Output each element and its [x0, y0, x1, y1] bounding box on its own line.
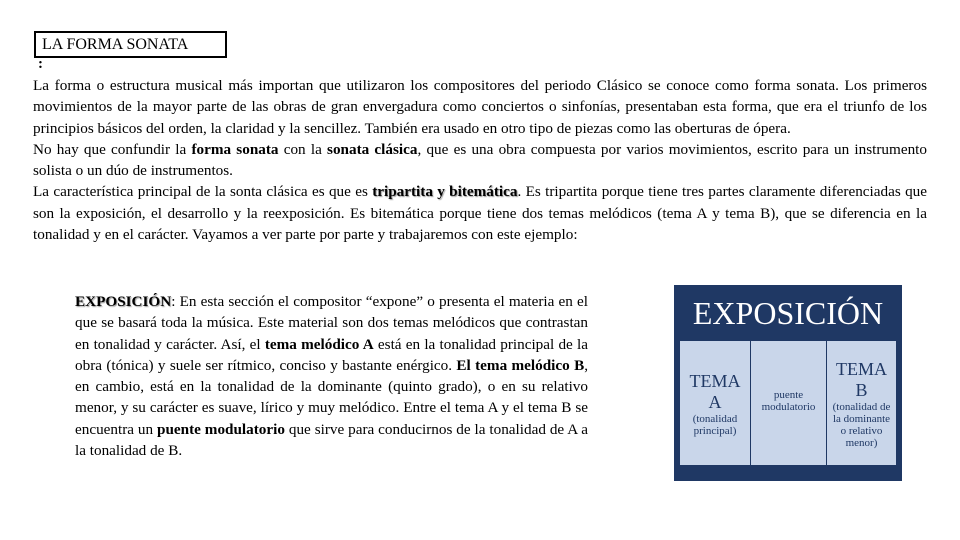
tema-b-sub1: (tonalidad de — [832, 401, 891, 413]
tema-b-line2: B — [855, 380, 868, 400]
exposicion-paragraph — [75, 291, 588, 461]
expo-bold-puente: puente modulatorio — [157, 420, 285, 438]
expo-bold-tema-a: tema melódico A — [264, 335, 374, 353]
p3-bold-tripartita: tripartita y bitemática — [372, 183, 518, 201]
p2-bold-sonata-clasica: sonata clásica — [327, 140, 418, 158]
exposicion-diagram — [674, 285, 902, 481]
tema-b-line1: TEMA — [836, 359, 887, 379]
p2-text-e: , que es una obra compuesta por varios movimientos, escrito para un instrumento solista o un dúo de instrumentos. — [33, 140, 927, 180]
exposicion-text — [75, 291, 588, 461]
intro-paragraph-1: La forma o estructura musical más importan que utilizaron los compositores del periodo Clásico se conoce como forma sonata. Los primeros movimientos de la mayor parte de las obras de gran envergadura como conciertos o sinfonías, presentaban esta forma, que era el triunfo de los principios básicos del orden, la claridad y la sencillez. También era usado en otro tipo de piezas como las oberturas de ópera. — [33, 77, 927, 137]
intro-paragraph-3 — [33, 181, 927, 245]
expo-text-3: , en cambio, está en la tonalidad de la dominante (quinto grado), o en su relativo menor, y su carácter es suave, lírico y muy melódico. Entre el tema A y el tema B se encuentra un — [75, 356, 588, 438]
tema-b-sub4: menor) — [845, 437, 878, 449]
expo-text-1: : En esta sección el compositor “expone” o presenta el materia en el que se basará toda la música. Este material son dos temas melódicos que contrastan en tonalidad y carácter. Así, el — [75, 293, 588, 353]
expo-text-2: está en la tonalidad principal de la obra (tónica) y suele ser rítmico, conciso y bastante enérgico. — [75, 335, 588, 374]
tema-b-cell — [827, 359, 896, 449]
exposicion-label: EXPOSICIÓN — [75, 293, 172, 310]
puente-line1: puente — [773, 389, 804, 401]
expo-bold-tema-b: El tema melódico B — [456, 356, 585, 374]
title-box — [34, 31, 227, 58]
diagram-panel — [680, 341, 896, 465]
diagram-title: EXPOSICIÓN — [692, 295, 884, 331]
p2-text-a: No hay que confundir la — [33, 140, 192, 158]
expo-text-4: que sirve para conducirnos de la tonalidad de A a la tonalidad de B. — [75, 420, 588, 460]
tema-b-sub3: o relativo — [840, 425, 883, 437]
page-title: LA FORMA SONATA — [42, 36, 189, 53]
tema-b-sub2: la dominante — [832, 413, 891, 425]
puente-cell — [751, 389, 826, 413]
tema-a-sub1: (tonalidad — [692, 413, 738, 425]
intro-paragraph-2 — [33, 139, 927, 182]
tema-a-line2: A — [708, 392, 722, 412]
tema-a-line1: TEMA — [689, 371, 741, 391]
tema-a-sub2: principal) — [693, 425, 737, 437]
p3-text-c: . Es tripartita porque tiene tres partes claramente diferenciadas que son la exposición, el desarrollo y la reexposición. Es bitemática porque tiene dos temas melódicos (tema A y tema B), que se diferencia en la tonalidad y en el carácter. Vayamos a ver parte por parte y trabajaremos con este ejemplo: — [33, 183, 927, 244]
p3-text-a: La característica principal de la sonta clásica es que es — [33, 183, 373, 201]
p2-text-c: con la — [278, 140, 328, 158]
title-colon: : — [38, 56, 43, 72]
intro-text — [33, 75, 927, 245]
tema-a-cell — [680, 371, 750, 437]
puente-line2: modulatorio — [761, 401, 816, 413]
p2-bold-forma-sonata: forma sonata — [191, 140, 279, 158]
